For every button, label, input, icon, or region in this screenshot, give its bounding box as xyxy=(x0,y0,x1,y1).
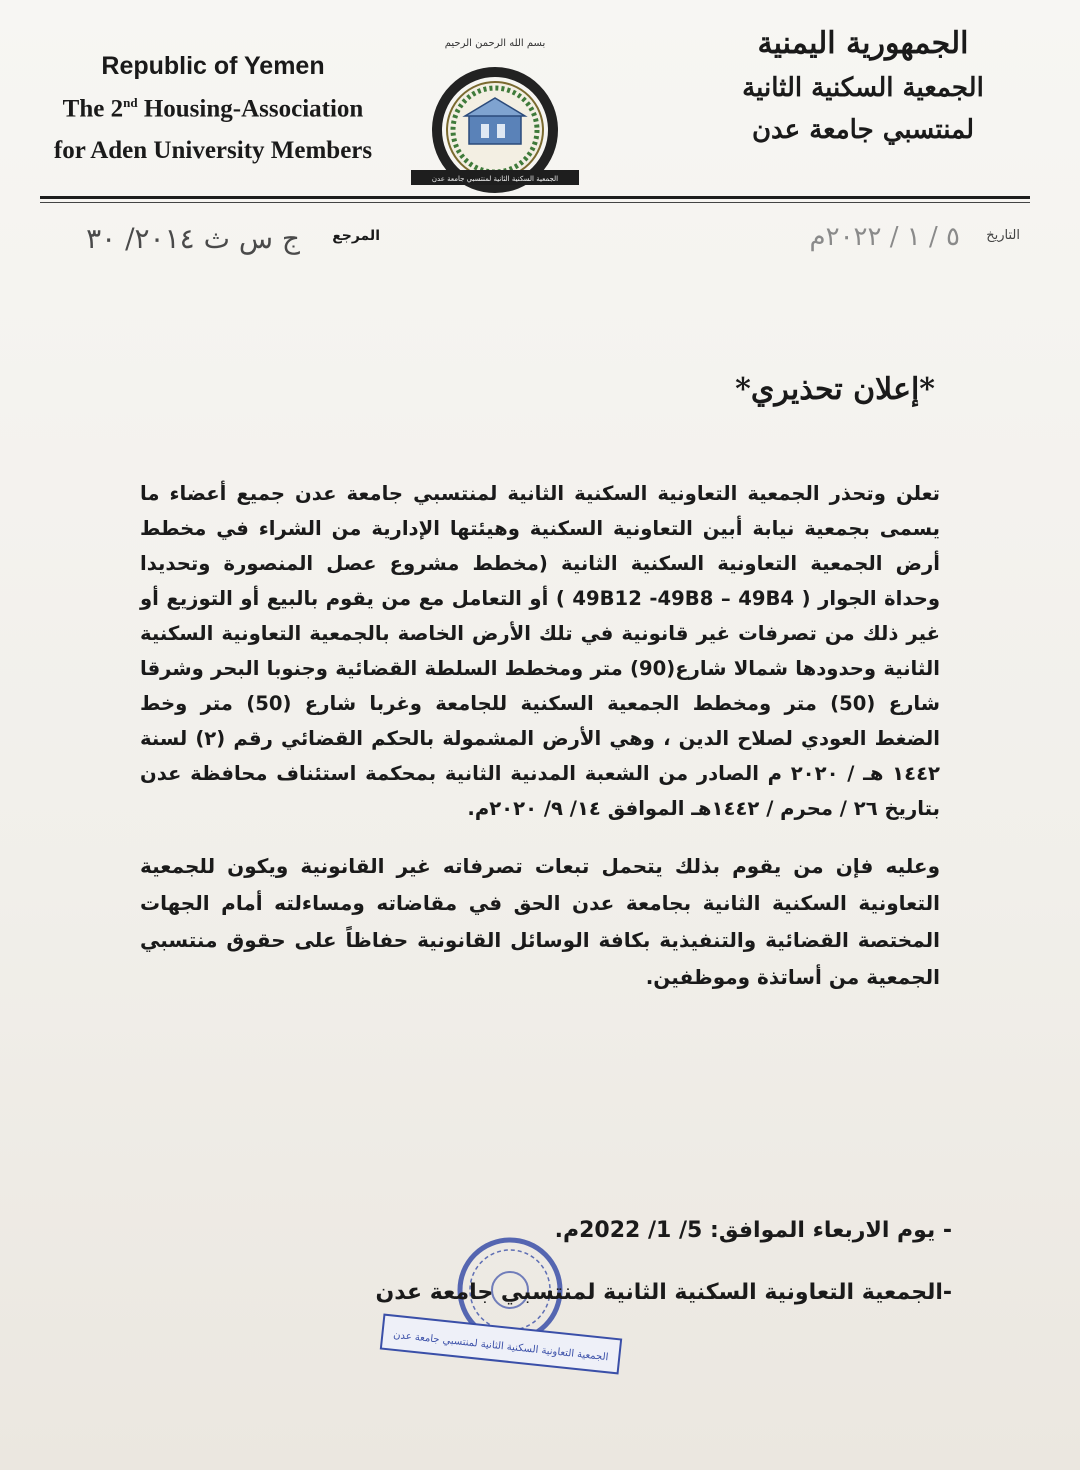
paragraph-consequence: وعليه فإن من يقوم بذلك يتحمل تبعات تصرفاته غير القانونية ويكون للجمعية التعاونية السكنية الثانية بجامعة عدن الحق في مقاضاته ومساءلته أمام الجهات المختصة القضائية والتنفيذية بكافة الوسائل القانونية حفاظاً على حقوق منتسبي الجمعية من أساتذة وموظفين. xyxy=(140,854,940,989)
date-value: ٥ / ١ / ٢٠٢٢م xyxy=(809,222,960,252)
header-ar-association: الجمعية السكنية الثانية xyxy=(742,73,984,103)
paragraph-warning: تعلن وتحذر الجمعية التعاونية السكنية الثانية لمنتسبي جامعة عدن جميع أعضاء ما يسمى بجمعية نيابة أبين التعاونية السكنية وهيئتها الإدارية من الشراء في مخطط أرض الجمعية التعاونية السكنية الثانية (مخطط مشروع عصل المنصورة وتحديدا وحداة الجوار ( 49B12 -49B8 – 49B4 ) أو التعامل مع من يقوم بالبيع أو التوزيع أو غير ذلك من تصرفات غير قانونية في تلك الأرض الخاصة بالجمعية التعاونية السكنية الثانية وحدودها شمالا شارع(90) متر ومخطط السلطة القضائية وجنوبا البحر وشرقا شارع (50) متر ومخطط الجمعية السكنية للجامعة وغربا شارع (50) متر وخط الضغط العودي لصلاح الدين ، وهي الأرض المشمولة بالحكم القضائي رقم (٢) لسنة ١٤٤٢ هـ / ٢٠٢٠ م الصادر من الشعبة المدنية الثانية بمحكمة استئناف محافظة عدن بتاريخ ٢٦ / محرم / ١٤٤٢هـ الموافق ١٤/ ٩/ ٢٠٢٠م. xyxy=(140,482,941,820)
association-logo xyxy=(405,28,585,193)
page-title: *إعلان تحذيري* xyxy=(735,372,935,407)
logo-banner-text: الجمعية السكنية الثانية لمنتسبي جامعة عدن xyxy=(431,175,559,183)
ref-label: المرجع xyxy=(332,228,380,244)
header-arabic xyxy=(698,26,1028,145)
header-divider xyxy=(40,196,1030,199)
logo-top-text: بسم الله الرحمن الرحيم xyxy=(444,38,546,49)
header-en-university: for Aden University Members xyxy=(53,137,373,165)
header-english xyxy=(38,52,388,179)
reference-row xyxy=(60,222,1020,262)
header-en-association: The 2nd Housing-Association xyxy=(62,95,364,123)
stamp-text: الجمعية التعاونية السكنية الثانية لمنتسبي جامعة عدن xyxy=(392,1329,609,1364)
footer-date-line: - يوم الاربعاء الموافق: 5/ 1/ 2022م. xyxy=(554,1218,952,1243)
date-label: التاريخ xyxy=(986,228,1020,243)
header-ar-university: لمنتسبي جامعة عدن xyxy=(751,115,975,145)
announcement-body xyxy=(140,476,940,1018)
header-ar-country: الجمهورية اليمنية xyxy=(757,26,969,61)
footer-signature-line: -الجمعية التعاونية السكنية الثانية لمنتسبي جامعة عدن xyxy=(375,1280,952,1305)
header-en-country: Republic of Yemen xyxy=(101,52,325,80)
official-stamp xyxy=(378,1235,628,1375)
header-divider-thin xyxy=(40,202,1030,203)
ref-value: ج س ث ٢٠١٤/ ٣٠ xyxy=(86,222,300,255)
